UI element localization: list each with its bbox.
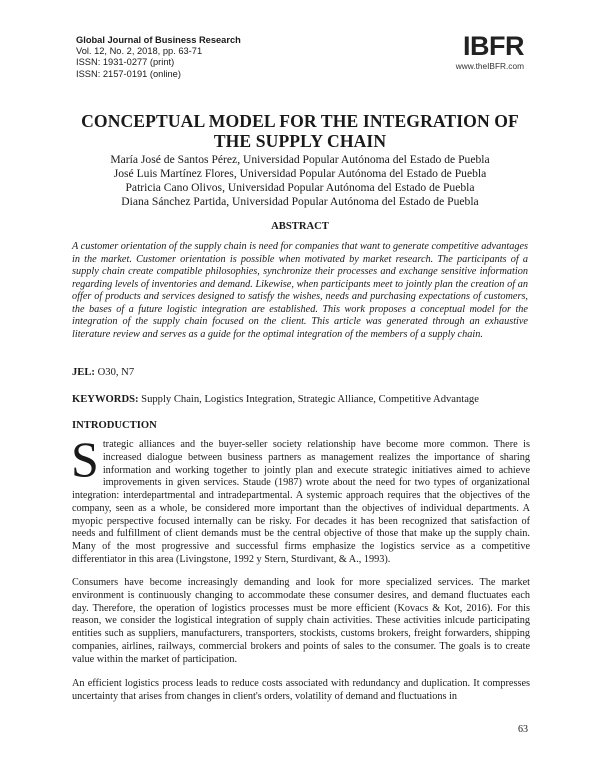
author-line: José Luis Martínez Flores, Universidad Popular Autónoma del Estado de Puebla [113,166,487,180]
journal-info [76,35,241,80]
keywords-label: KEYWORDS: [72,394,139,405]
keywords-values: Supply Chain, Logistics Integration, Strategic Alliance, Competitive Advantage [141,394,479,405]
jel-label: JEL: [72,367,95,378]
paragraph-text: trategic alliances and the buyer-seller society relationship have become more common. There is increased dialogue between business partners as management realizes the importance of sharing information and working together to jointly plan and execute strategic initiatives aimed to achieve improvements in given services. Staude (1987) wrote about the need for two types of organizational integration: interdepartmental and intradepartmental. A systemic approach requires that the objectives of the company, seen as a whole, be considered more important than the objectives of individual departments. A myopic perspective focused internally can be risky. For decades it has been recognized that satisfaction of needs and fulfillment of client demands must be the central objective of those that make up the supply chain. Many of the most progressive and successful firms emphasize the logistics service as a competitive differentiator in this area (Livingstone, 1992 y Stern, Sturdivant, & A., 1993). [72,439,530,565]
drop-cap: S [71,431,99,487]
keywords [72,394,479,405]
issn-print: ISSN: 1931-0277 (print) [76,57,175,68]
abstract-text: A customer orientation of the supply chain is need for companies that want to generate competitive advantages in the market. Customer orientation is possible when motivated by market research. The participants of a supply chain create compatible philosophies, synchronize their processes and exchange sensitive information regarding levels of inventories and demand. Likewise, when participants meet to jointly plan the creation of an offer of products and services designed to satisfy the wishes, needs and purchasing expectations of customers, the bases of a future logistic integration are established. This work proposes a conceptual model for the integration of the supply chain focused on the client. This article was generated through an exhaustive literature review and serves as a guide for the optimal integration of the members of a supply chain. [72,241,528,340]
abstract-heading: ABSTRACT [271,221,329,232]
author-line: María José de Santos Pérez, Universidad Popular Autónoma del Estado de Puebla [110,153,490,166]
section-heading-introduction: INTRODUCTION [72,420,157,431]
journal-name: Global Journal of Business Research [76,35,241,45]
jel-values: O30, N7 [97,367,135,378]
volume-line: Vol. 12, No. 2, 2018, pp. 63-71 [76,46,203,57]
author-list [70,153,530,209]
article-title: CONCEPTUAL MODEL FOR THE INTEGRATION OF THE SUPPLY CHAIN [81,111,519,151]
publisher-website: www.theIBFR.com [455,61,524,71]
jel-codes [72,367,134,378]
intro-paragraph-1 [71,431,530,567]
author-line: Diana Sánchez Partida, Universidad Popular Autónoma del Estado de Puebla [121,194,479,208]
issn-online: ISSN: 2157-0191 (online) [76,68,181,79]
page-number: 63 [518,724,528,735]
publisher-logo [456,33,524,71]
intro-paragraph-3: An efficient logistics process leads to reduce costs associated with redundancy and duplication. It compresses uncertainty that arises from changes in client's orders, volatility of demand and fluctuations in [72,678,530,702]
intro-paragraph-2: Consumers have become increasingly demanding and look for more specialized services. The market environment is continuously changing to accommodate these consumer desires, and demand fluctuates each day. Therefore, the operation of logistics processes must be more efficient (Kovacs & Kot, 2016). For this reason, we consider the logistical integration of supply chain activities. These activities inlcude participating entities such as suppliers, manufacturers, transporters, stockists, customs brokers, freight forwarders, shipping companies, airlines, railways, commercial brokers and points of sales to the consumer. The goals is to create value within the market of participation. [72,577,530,665]
logo-text: IBFR [463,31,524,61]
author-line: Patricia Cano Olivos, Universidad Popular Autónoma del Estado de Puebla [125,180,475,194]
